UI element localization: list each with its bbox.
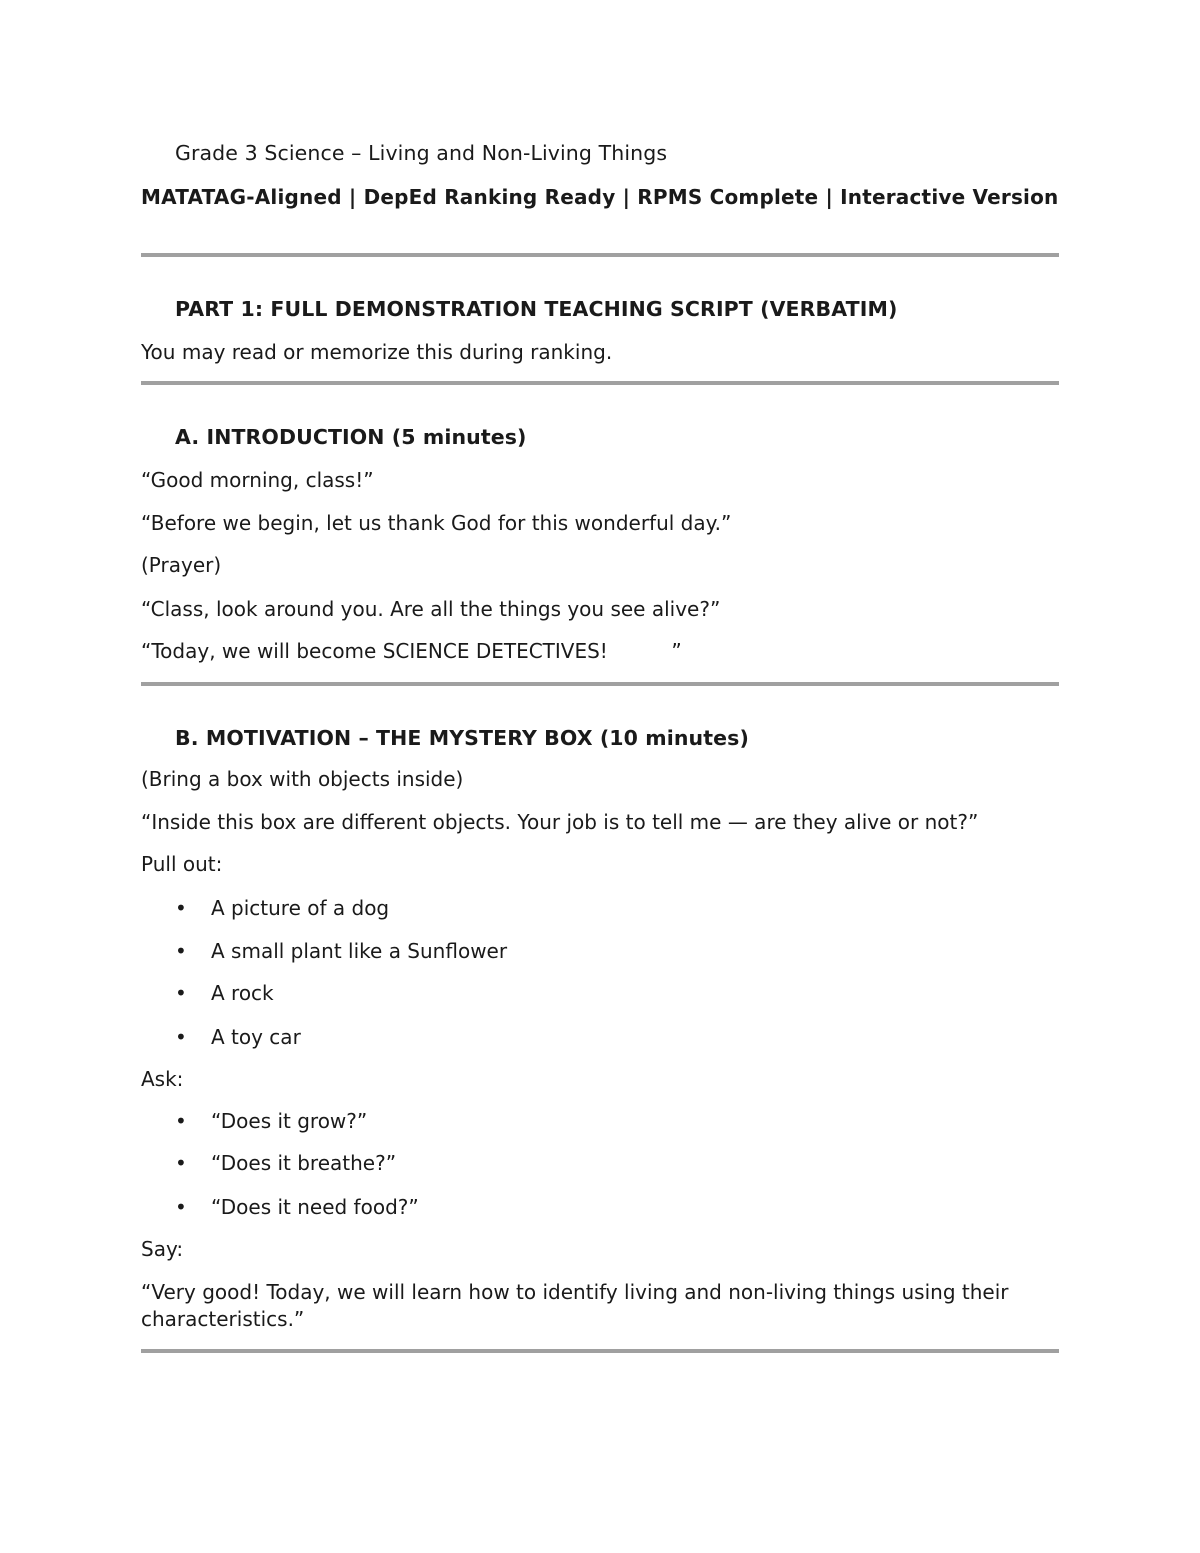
- introduction-line: “Good morning, class!”: [141, 468, 374, 492]
- list-item-text: A picture of a dog: [211, 896, 390, 920]
- introduction-heading: A. INTRODUCTION (5 minutes): [175, 425, 527, 449]
- list-item: [141, 1108, 1059, 1135]
- motivation-heading: B. MOTIVATION – THE MYSTERY BOX (10 minutes): [175, 726, 749, 750]
- introduction-line: (Prayer): [141, 553, 222, 577]
- say-label: Say:: [141, 1237, 184, 1261]
- introduction-line: “Today, we will become SCIENCE DETECTIVES! ”: [141, 639, 682, 663]
- pull-out-label: Pull out:: [141, 852, 223, 876]
- bullet-icon: •: [175, 896, 187, 920]
- list-item-text: “Does it grow?”: [211, 1109, 368, 1133]
- motivation-line: “Inside this box are different objects. Your job is to tell me — are they alive or not?”: [141, 810, 979, 834]
- motivation-line: (Bring a box with objects inside): [141, 767, 464, 791]
- list-item-text: A rock: [211, 981, 274, 1005]
- bullet-icon: •: [175, 939, 187, 963]
- bullet-icon: •: [175, 981, 187, 1005]
- list-item: [141, 1194, 1059, 1221]
- list-item: [141, 980, 1059, 1007]
- pull-out-list: [141, 895, 1059, 1051]
- bullet-icon: •: [175, 1195, 187, 1219]
- list-item: [141, 895, 1059, 922]
- part1-heading: PART 1: FULL DEMONSTRATION TEACHING SCRIPT (VERBATIM): [175, 297, 898, 321]
- divider: [141, 682, 1059, 686]
- document-subtitle: MATATAG-Aligned | DepEd Ranking Ready | RPMS Complete | Interactive Version: [141, 185, 1059, 209]
- ask-label: Ask:: [141, 1067, 184, 1091]
- bullet-icon: •: [175, 1025, 187, 1049]
- list-item: [141, 938, 1059, 965]
- part1-note: You may read or memorize this during ranking.: [141, 340, 613, 364]
- list-item-text: A toy car: [211, 1025, 301, 1049]
- document-title: Grade 3 Science – Living and Non-Living Things: [175, 141, 668, 165]
- introduction-line: “Before we begin, let us thank God for this wonderful day.”: [141, 511, 732, 535]
- introduction-line: “Class, look around you. Are all the things you see alive?”: [141, 597, 721, 621]
- list-item: [141, 1024, 1059, 1051]
- closing-line: “Very good! Today, we will learn how to identify living and non-living things using their characteristics.”: [141, 1280, 1009, 1331]
- list-item-text: A small plant like a Sunflower: [211, 939, 508, 963]
- list-item: [141, 1150, 1059, 1177]
- bullet-icon: •: [175, 1109, 187, 1133]
- divider: [141, 381, 1059, 385]
- bullet-icon: •: [175, 1151, 187, 1175]
- list-item-text: “Does it need food?”: [211, 1195, 419, 1219]
- divider: [141, 1349, 1059, 1353]
- divider: [141, 253, 1059, 257]
- list-item-text: “Does it breathe?”: [211, 1151, 397, 1175]
- ask-list: [141, 1108, 1059, 1221]
